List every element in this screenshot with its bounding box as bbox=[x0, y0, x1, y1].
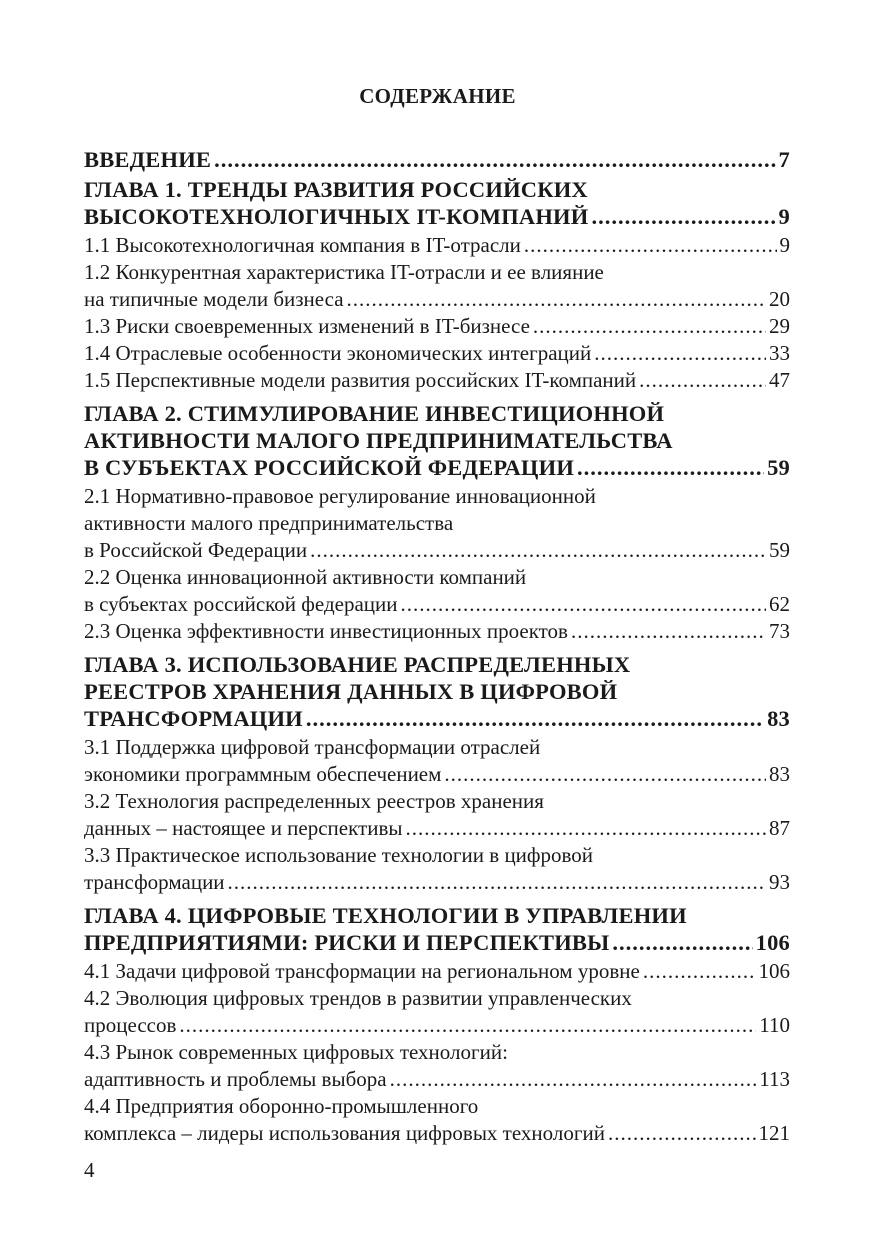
toc-line bbox=[84, 618, 790, 645]
dot-leader bbox=[591, 203, 775, 230]
toc-line bbox=[84, 929, 790, 956]
toc-line bbox=[84, 1066, 790, 1093]
toc-entry-text: 3.3 Практическое использование технологии в цифровой bbox=[84, 843, 594, 867]
toc-line bbox=[84, 1093, 790, 1120]
toc-entry-text: ГЛАВА 4. ЦИФРОВЫЕ ТЕХНОЛОГИИ В УПРАВЛЕНИИ bbox=[84, 903, 687, 928]
toc-entry-text: ТРАНСФОРМАЦИИ bbox=[84, 706, 303, 731]
toc-line bbox=[84, 788, 790, 815]
toc-line bbox=[84, 427, 790, 454]
dot-leader bbox=[639, 367, 766, 394]
toc-page-number: 113 bbox=[759, 1067, 790, 1091]
toc-section-entry[interactable] bbox=[84, 1093, 790, 1147]
toc-line bbox=[84, 958, 790, 985]
dot-leader bbox=[347, 286, 766, 313]
toc-entry-text: ГЛАВА 1. ТРЕНДЫ РАЗВИТИЯ РОССИЙСКИХ bbox=[84, 177, 588, 202]
toc-line bbox=[84, 591, 790, 618]
toc-line bbox=[84, 678, 790, 705]
toc-line bbox=[84, 734, 790, 761]
toc-line bbox=[84, 340, 790, 367]
toc-entry-text: данных – настоящее и перспективы bbox=[84, 816, 403, 840]
toc-section-entry[interactable] bbox=[84, 340, 790, 367]
toc-line bbox=[84, 985, 790, 1012]
toc-entry-text: 3.2 Технология распределенных реестров хранения bbox=[84, 789, 544, 813]
toc-line bbox=[84, 286, 790, 313]
toc-entry-text: 1.3 Риски своевременных изменений в IT-бизнесе bbox=[84, 314, 530, 338]
toc-entry-text: 4.4 Предприятия оборонно-промышленного bbox=[84, 1094, 479, 1118]
toc-entry-text: ГЛАВА 2. СТИМУЛИРОВАНИЕ ИНВЕСТИЦИОННОЙ bbox=[84, 401, 665, 426]
toc-section-entry[interactable] bbox=[84, 1039, 790, 1093]
toc-line bbox=[84, 313, 790, 340]
toc-page-number: 59 bbox=[769, 538, 790, 562]
toc-line bbox=[84, 146, 790, 173]
dot-leader bbox=[444, 761, 766, 788]
toc-section-entry[interactable] bbox=[84, 367, 790, 394]
toc-section-entry[interactable] bbox=[84, 564, 790, 618]
toc-page-number: 73 bbox=[769, 619, 790, 643]
toc-line bbox=[84, 705, 790, 732]
toc-section-entry[interactable] bbox=[84, 788, 790, 842]
toc-page-number: 9 bbox=[778, 204, 790, 229]
toc-entry-text: 4.1 Задачи цифровой трансформации на региональном уровне bbox=[84, 959, 640, 983]
dot-leader bbox=[306, 705, 764, 732]
toc-page-number: 59 bbox=[767, 455, 790, 480]
toc-entry-text: на типичные модели бизнеса bbox=[84, 287, 344, 311]
toc-line bbox=[84, 1120, 790, 1147]
toc-line bbox=[84, 761, 790, 788]
toc-entry-text: экономики программным обеспечением bbox=[84, 762, 442, 786]
toc-chapter-entry[interactable] bbox=[84, 146, 790, 173]
toc-page-number: 106 bbox=[755, 930, 790, 955]
toc-entry-text: 2.2 Оценка инновационной активности компаний bbox=[84, 565, 527, 589]
toc-entry-text: в Российской Федерации bbox=[84, 538, 308, 562]
toc-line bbox=[84, 259, 790, 286]
dot-leader bbox=[406, 815, 767, 842]
toc-page-number: 29 bbox=[769, 314, 790, 338]
toc-entry-text: процессов bbox=[84, 1013, 177, 1037]
dot-leader bbox=[214, 146, 775, 173]
toc-chapter-entry[interactable] bbox=[84, 400, 790, 481]
toc-section-entry[interactable] bbox=[84, 259, 790, 313]
toc-line bbox=[84, 367, 790, 394]
toc-section-entry[interactable] bbox=[84, 842, 790, 896]
toc-page-number: 106 bbox=[758, 959, 790, 983]
toc-line bbox=[84, 564, 790, 591]
toc-page-number: 33 bbox=[769, 341, 790, 365]
dot-leader bbox=[577, 454, 764, 481]
toc-entry-text: АКТИВНОСТИ МАЛОГО ПРЕДПРИНИМАТЕЛЬСТВА bbox=[84, 428, 673, 453]
toc-line bbox=[84, 537, 790, 564]
dot-leader bbox=[608, 1120, 756, 1147]
toc-section-entry[interactable] bbox=[84, 618, 790, 645]
dot-leader bbox=[524, 232, 777, 259]
toc-entry-text: В СУБЪЕКТАХ РОССИЙСКОЙ ФЕДЕРАЦИИ bbox=[84, 455, 575, 480]
toc-line bbox=[84, 842, 790, 869]
toc-chapter-entry[interactable] bbox=[84, 176, 790, 230]
toc-line bbox=[84, 400, 790, 427]
toc-chapter-entry[interactable] bbox=[84, 902, 790, 956]
toc-entry-text: РЕЕСТРОВ ХРАНЕНИЯ ДАННЫХ В ЦИФРОВОЙ bbox=[84, 679, 618, 704]
toc-page-number: 20 bbox=[769, 287, 790, 311]
toc-entry-text: ВЫСОКОТЕХНОЛОГИЧНЫХ IT-КОМПАНИЙ bbox=[84, 204, 589, 229]
dot-leader bbox=[612, 929, 752, 956]
toc-entry-text: 1.4 Отраслевые особенности экономических интеграций bbox=[84, 341, 592, 365]
toc-page-number: 93 bbox=[769, 870, 790, 894]
page-number: 4 bbox=[84, 1158, 95, 1182]
toc-section-entry[interactable] bbox=[84, 483, 790, 564]
toc-section-entry[interactable] bbox=[84, 313, 790, 340]
toc-entry-text: комплекса – лидеры использования цифровых технологий bbox=[84, 1121, 605, 1145]
toc-entry-text: 2.1 Нормативно-правовое регулирование инновационной bbox=[84, 484, 596, 508]
page-title: СОДЕРЖАНИЕ bbox=[359, 84, 516, 108]
toc-line bbox=[84, 1012, 790, 1039]
toc-line bbox=[84, 651, 790, 678]
toc-page-number: 83 bbox=[767, 706, 790, 731]
dot-leader bbox=[571, 618, 766, 645]
toc-entry-text: 4.3 Рынок современных цифровых технологий: bbox=[84, 1040, 508, 1064]
toc-line bbox=[84, 203, 790, 230]
toc-line bbox=[84, 483, 790, 510]
toc-page-number: 110 bbox=[759, 1013, 790, 1037]
toc-page-number: 121 bbox=[758, 1121, 790, 1145]
dot-leader bbox=[390, 1066, 757, 1093]
dot-leader bbox=[310, 537, 766, 564]
dot-leader bbox=[594, 340, 766, 367]
dot-leader bbox=[643, 958, 756, 985]
toc-line bbox=[84, 232, 790, 259]
toc-entry-text: в субъектах российской федерации bbox=[84, 592, 398, 616]
toc-entry-text: ПРЕДПРИЯТИЯМИ: РИСКИ И ПЕРСПЕКТИВЫ bbox=[84, 930, 610, 955]
toc-line bbox=[84, 510, 790, 537]
toc-entry-text: ВВЕДЕНИЕ bbox=[84, 147, 212, 172]
toc-line bbox=[84, 176, 790, 203]
toc-section-entry[interactable] bbox=[84, 958, 790, 985]
toc-page-number: 7 bbox=[778, 147, 790, 172]
toc-page-number: 47 bbox=[769, 368, 790, 392]
toc-entry-text: ГЛАВА 3. ИСПОЛЬЗОВАНИЕ РАСПРЕДЕЛЕННЫХ bbox=[84, 652, 631, 677]
toc-entry-text: 3.1 Поддержка цифровой трансформации отраслей bbox=[84, 735, 541, 759]
toc-chapter-entry[interactable] bbox=[84, 651, 790, 732]
toc-section-entry[interactable] bbox=[84, 232, 790, 259]
toc-entry-text: 1.5 Перспективные модели развития российских IT-компаний bbox=[84, 368, 637, 392]
toc-line bbox=[84, 454, 790, 481]
toc-page-number: 87 bbox=[769, 816, 790, 840]
toc-line bbox=[84, 869, 790, 896]
dot-leader bbox=[400, 591, 766, 618]
toc-entry-text: 1.1 Высокотехнологичная компания в IT-отрасли bbox=[84, 233, 521, 257]
toc-entry-text: 4.2 Эволюция цифровых трендов в развитии управленческих bbox=[84, 986, 632, 1010]
toc-section-entry[interactable] bbox=[84, 985, 790, 1039]
toc-page-number: 83 bbox=[769, 762, 790, 786]
toc-page-number: 62 bbox=[769, 592, 790, 616]
toc-line bbox=[84, 815, 790, 842]
toc-entry-text: трансформации bbox=[84, 870, 225, 894]
dot-leader bbox=[179, 1012, 756, 1039]
toc-entry-text: 2.3 Оценка эффективности инвестиционных проектов bbox=[84, 619, 568, 643]
toc-line bbox=[84, 1039, 790, 1066]
dot-leader bbox=[228, 869, 766, 896]
toc-entry-text: активности малого предпринимательства bbox=[84, 511, 454, 535]
toc-entry-text: 1.2 Конкурентная характеристика IT-отрасли и ее влияние bbox=[84, 260, 604, 284]
dot-leader bbox=[533, 313, 766, 340]
table-of-contents bbox=[84, 146, 790, 1147]
toc-entry-text: адаптивность и проблемы выбора bbox=[84, 1067, 387, 1091]
toc-line bbox=[84, 902, 790, 929]
toc-section-entry[interactable] bbox=[84, 734, 790, 788]
toc-page-number: 9 bbox=[779, 233, 790, 257]
